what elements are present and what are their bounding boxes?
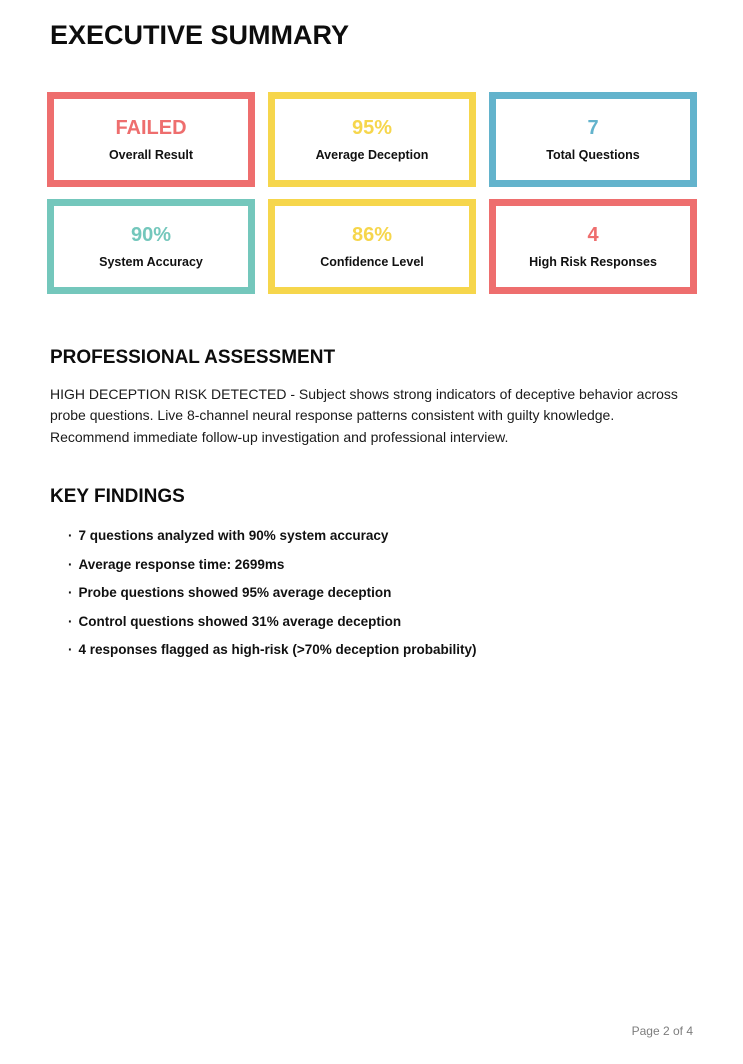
stat-card-confidence-level (268, 199, 476, 294)
list-item (68, 643, 693, 657)
list-item-text: Probe questions showed 95% average deception (78, 585, 392, 601)
bullet-marker: · (68, 556, 73, 572)
stat-value: FAILED (115, 117, 187, 140)
stat-label: Total Questions (546, 148, 640, 163)
stat-card-overall-result (47, 92, 255, 187)
bullet-marker: · (68, 613, 73, 629)
stat-label: Overall Result (108, 148, 194, 163)
stat-value: 90% (130, 224, 172, 247)
page-number: Page 2 of 4 (631, 1024, 693, 1038)
list-item (68, 615, 693, 629)
stat-label: High Risk Responses (529, 255, 657, 270)
list-item-text: Average response time: 2699ms (78, 556, 285, 572)
page-title: EXECUTIVE SUMMARY (50, 20, 350, 50)
bullet-marker: · (68, 642, 73, 658)
bullet-marker: · (68, 585, 73, 601)
section-heading-professional-assessment: PROFESSIONAL ASSESSMENT (50, 347, 336, 369)
stat-card-system-accuracy (47, 199, 255, 294)
list-item (68, 529, 693, 543)
stat-value: 86% (351, 224, 393, 247)
list-item-text: 4 responses flagged as high-risk (>70% deception probability) (78, 642, 477, 658)
list-item-text: Control questions showed 31% average deception (78, 613, 402, 629)
list-item (68, 558, 693, 572)
stat-value: 7 (587, 117, 599, 140)
stat-label: System Accuracy (99, 255, 203, 270)
section-heading-key-findings: KEY FINDINGS (50, 486, 185, 508)
key-findings-list (68, 529, 693, 657)
stat-label: Average Deception (315, 148, 429, 163)
stat-card-average-deception (268, 92, 476, 187)
bullet-marker: · (68, 528, 73, 544)
stat-label: Confidence Level (320, 255, 424, 270)
list-item-text: 7 questions analyzed with 90% system accuracy (78, 528, 389, 544)
stat-value: 95% (351, 117, 393, 140)
stat-value: 4 (587, 224, 599, 247)
stat-card-high-risk-responses (489, 199, 697, 294)
stat-card-total-questions (489, 92, 697, 187)
summary-stat-cards (47, 92, 697, 294)
report-page (0, 20, 743, 1038)
list-item (68, 586, 693, 600)
assessment-paragraph: HIGH DECEPTION RISK DETECTED - Subject shows strong indicators of deceptive behavior across probe questions. Live 8-channel neural response patterns consistent with guilty knowledge. Recommend immediate follow-up investigation and professional interview. (50, 385, 678, 445)
